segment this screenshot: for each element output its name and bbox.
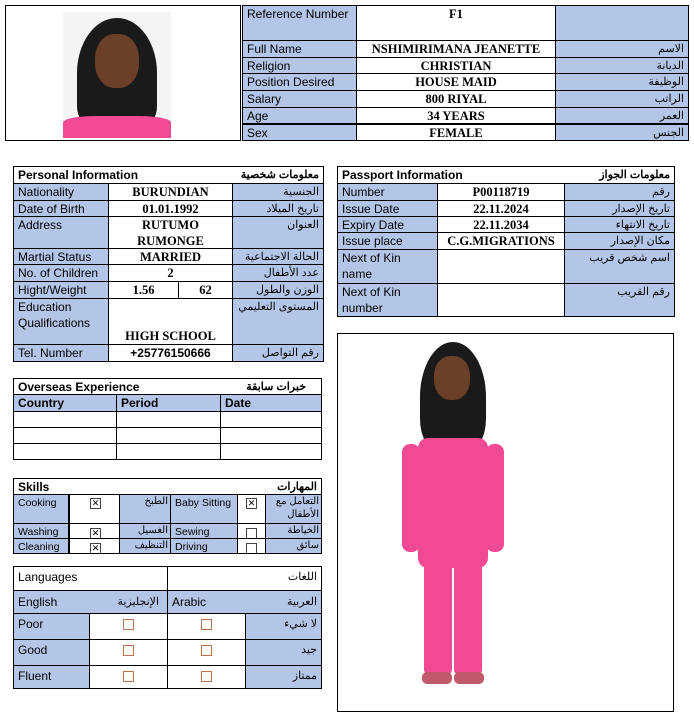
level-label: Fluent — [13, 665, 90, 689]
passport-kin_number-ar: رقم القريب — [564, 283, 675, 317]
arabic-ar: العربية — [286, 596, 317, 608]
passport-expiry-ar: تاريخ الانتهاء — [564, 216, 675, 233]
checkbox-icon[interactable] — [201, 671, 212, 682]
skill-checkbox — [237, 538, 266, 554]
passport-kin_name-label: Next of Kin name — [337, 249, 438, 284]
languages-title-ar: اللغات — [167, 566, 322, 591]
portrait-box — [5, 5, 241, 141]
level-label: Good — [13, 639, 90, 666]
skill-label: Driving — [170, 538, 238, 554]
passport-number-label: Number — [337, 183, 438, 201]
col-country: Country — [13, 394, 117, 412]
level-label: Poor — [13, 613, 90, 640]
summary-value: NSHIMIRIMANA JEANETTE — [356, 40, 556, 58]
address-line1: RUTUMO — [142, 218, 199, 232]
skill-ar: الغسيل — [119, 523, 171, 539]
summary-ar: العمر — [555, 107, 689, 125]
overseas-cell — [116, 411, 221, 428]
passport-kin_name-ar: اسم شخص قريب — [564, 249, 675, 284]
tel-label: Tel. Number — [13, 344, 109, 362]
col-period: Period — [116, 394, 221, 412]
col-date: Date — [220, 394, 322, 412]
summary-value: HOUSE MAID — [356, 73, 556, 91]
overseas-cell — [116, 427, 221, 444]
overseas-cell — [220, 411, 322, 428]
height-weight-label: Hight/Weight — [13, 281, 109, 299]
summary-label: Salary — [242, 90, 357, 108]
dob-value: 01.01.1992 — [108, 200, 233, 217]
english-ar: الإنجليزية — [117, 596, 159, 608]
education-value: HIGH SCHOOL — [108, 298, 233, 345]
nationality-ar: الجنسية — [232, 183, 324, 201]
passport-expiry-value: 22.11.2034 — [437, 216, 565, 233]
skill-checkbox — [69, 523, 122, 539]
level-ar: جيد — [245, 639, 322, 666]
skill-ar: الطبخ — [119, 494, 171, 524]
summary-ar: الوظيفة — [555, 73, 689, 91]
summary-value: FEMALE — [356, 124, 556, 142]
height-value: 1.56 — [108, 281, 179, 299]
ref-label: Reference Number — [242, 5, 357, 41]
checkbox-icon[interactable] — [201, 619, 212, 630]
dob-label: Date of Birth — [13, 200, 109, 217]
passport-issue-value: 22.11.2024 — [437, 200, 565, 217]
checkbox-icon[interactable] — [123, 645, 134, 656]
education-label: Education Qualifications — [13, 298, 109, 345]
passport-place-ar: مكان الإصدار — [564, 232, 675, 250]
arabic-checkbox-cell — [167, 613, 246, 640]
overseas-cell — [13, 427, 117, 444]
level-ar: ممتاز — [245, 665, 322, 689]
skill-checkbox — [69, 538, 122, 554]
passport-issue-label: Issue Date — [337, 200, 438, 217]
passport-kin_name-value — [437, 249, 565, 284]
summary-ar: الراتب — [555, 90, 689, 108]
arabic-header — [167, 590, 322, 614]
marital-ar: الحالة الاجتماعية — [232, 248, 324, 265]
children-value: 2 — [108, 264, 233, 282]
summary-ar: الاسم — [555, 40, 689, 58]
checkbox-icon[interactable]: ✕ — [91, 528, 100, 539]
tel-ar: رقم التواصل — [232, 344, 324, 362]
marital-value: MARRIED — [108, 248, 233, 265]
overseas-title-ar: خبرات سابقة — [246, 381, 306, 393]
passport-expiry-label: Expiry Date — [337, 216, 438, 233]
checkbox-icon[interactable]: ✕ — [91, 543, 100, 554]
height-weight-ar: الوزن والطول — [232, 281, 324, 299]
checkbox-icon[interactable]: ✕ — [91, 498, 100, 509]
passport-title: Passport Information — [337, 166, 675, 184]
children-label: No. of Children — [13, 264, 109, 282]
skill-ar: التنظيف — [119, 538, 171, 554]
dob-ar: تاريخ الميلاد — [232, 200, 324, 217]
overseas-cell — [220, 427, 322, 444]
english-checkbox-cell — [89, 665, 168, 689]
checkbox-icon[interactable] — [246, 543, 257, 554]
weight-value: 62 — [178, 281, 233, 299]
passport-place-label: Issue place — [337, 232, 438, 250]
full-body-photo — [388, 338, 528, 708]
summary-value: 800 RIYAL — [356, 90, 556, 108]
marital-label: Martial Status — [13, 248, 109, 265]
nationality-label: Nationality — [13, 183, 109, 201]
summary-value: 34 YEARS — [356, 107, 556, 125]
english-checkbox-cell — [89, 639, 168, 666]
address-ar: العنوان — [232, 216, 324, 249]
address-label: Address — [13, 216, 109, 249]
english-checkbox-cell — [89, 613, 168, 640]
passport-kin_number-label: Next of Kin number — [337, 283, 438, 317]
overseas-cell — [13, 411, 117, 428]
ref-value: F1 — [356, 5, 556, 41]
summary-ar: الجنس — [555, 124, 689, 142]
arabic-checkbox-cell — [167, 665, 246, 689]
english-label: English — [18, 595, 58, 609]
checkbox-icon[interactable] — [123, 671, 134, 682]
skills-title: Skills — [13, 478, 322, 495]
english-header — [13, 590, 168, 614]
passport-issue-ar: تاريخ الإصدار — [564, 200, 675, 217]
skill-checkbox — [237, 494, 266, 524]
education-ar: المستوى التعليمي — [232, 298, 324, 345]
checkbox-icon[interactable]: ✕ — [247, 498, 256, 509]
summary-label: Age — [242, 107, 357, 125]
passport-number-value: P00118719 — [437, 183, 565, 201]
skill-label: Cooking — [13, 494, 69, 524]
ref-ar — [555, 5, 689, 41]
overseas-cell — [220, 443, 322, 460]
skill-ar: الخياطة — [265, 523, 322, 539]
checkbox-icon[interactable] — [201, 645, 212, 656]
children-ar: عدد الأطفال — [232, 264, 324, 282]
summary-label: Position Desired — [242, 73, 357, 91]
overseas-title: Overseas Experience — [13, 378, 322, 395]
skills-title-ar: المهارات — [277, 481, 317, 493]
summary-label: Religion — [242, 57, 357, 75]
skill-ar: سائق — [265, 538, 322, 554]
address-value — [108, 216, 233, 249]
summary-value: CHRISTIAN — [356, 57, 556, 75]
address-line2: RUMONGE — [137, 234, 204, 248]
passport-number-ar: رقم — [564, 183, 675, 201]
arabic-checkbox-cell — [167, 639, 246, 666]
checkbox-icon[interactable] — [123, 619, 134, 630]
level-ar: لا شيء — [245, 613, 322, 640]
summary-ar: الديانة — [555, 57, 689, 75]
skill-label: Sewing — [170, 523, 238, 539]
passport-place-value: C.G.MIGRATIONS — [437, 232, 565, 250]
full-body-photo-box — [337, 333, 674, 712]
arabic-label: Arabic — [172, 595, 207, 609]
personal-title: Personal Information — [13, 166, 324, 184]
personal-title-ar: معلومات شخصية — [240, 169, 319, 181]
skill-label: Cleaning — [13, 538, 69, 554]
overseas-cell — [13, 443, 117, 460]
languages-title: Languages — [13, 566, 168, 591]
passport-title-ar: معلومات الجواز — [599, 169, 670, 181]
summary-label: Full Name — [242, 40, 357, 58]
skill-ar: التعامل مع الأطفال — [265, 494, 322, 524]
skill-label: Baby Sitting — [170, 494, 238, 524]
skill-checkbox — [69, 494, 122, 524]
portrait-photo — [63, 12, 171, 138]
skill-checkbox — [237, 523, 266, 539]
skill-label: Washing — [13, 523, 69, 539]
summary-label: Sex — [242, 124, 357, 142]
passport-kin_number-value — [437, 283, 565, 317]
overseas-cell — [116, 443, 221, 460]
tel-value: +25776150666 — [108, 344, 233, 362]
nationality-value: BURUNDIAN — [108, 183, 233, 201]
